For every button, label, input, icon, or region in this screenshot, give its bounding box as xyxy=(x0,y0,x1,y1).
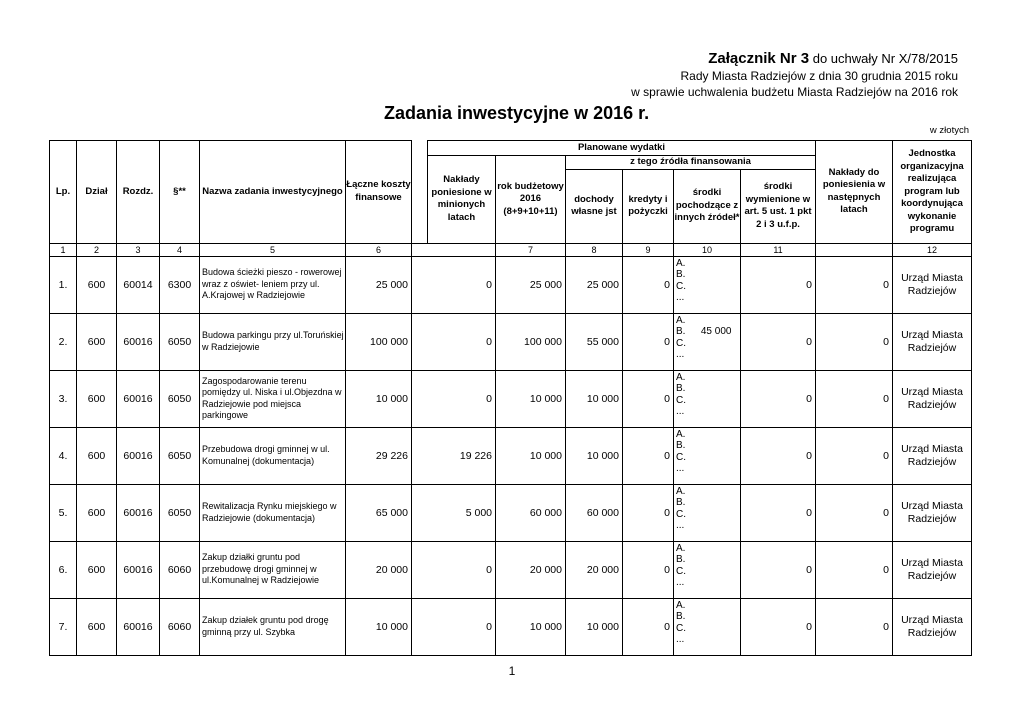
header-org-unit: Jednostka organizacyjna realizująca program lub koordynująca wykonanie programu xyxy=(893,141,972,244)
source-more: ... xyxy=(676,349,685,360)
cell-own-income: 10 000 xyxy=(566,370,623,427)
cell-lp: 7. xyxy=(50,598,77,655)
cell-total-cost: 29 226 xyxy=(346,427,412,484)
cell-paragraph: 6050 xyxy=(160,370,200,427)
cell-loans: 0 xyxy=(623,313,674,370)
source-b-line xyxy=(676,497,740,509)
cell-other-sources xyxy=(674,484,741,541)
header-paragraph: §** xyxy=(160,141,200,244)
cell-budget-year: 100 000 xyxy=(496,313,566,370)
source-b-line xyxy=(676,326,740,338)
cell-future-expenses: 0 xyxy=(816,427,893,484)
cell-paragraph: 6050 xyxy=(160,313,200,370)
source-c: C. xyxy=(676,451,686,463)
cell-future-expenses: 0 xyxy=(816,598,893,655)
header-rozdz: Rozdz. xyxy=(117,141,160,244)
table-row xyxy=(50,484,972,541)
cell-rozdz: 60016 xyxy=(117,598,160,655)
cell-total-cost: 65 000 xyxy=(346,484,412,541)
cell-lp: 4. xyxy=(50,427,77,484)
cell-own-income: 55 000 xyxy=(566,313,623,370)
cell-dzial: 600 xyxy=(77,484,117,541)
cell-past-expenses: 0 xyxy=(412,370,496,427)
col-number xyxy=(412,243,496,256)
header-total-cost: Łączne koszty finansowe xyxy=(346,141,412,244)
cell-budget-year: 10 000 xyxy=(496,598,566,655)
source-c: C. xyxy=(676,622,686,634)
header-loans: kredyty i pożyczki xyxy=(623,169,674,243)
source-more: ... xyxy=(676,520,685,531)
cell-paragraph: 6300 xyxy=(160,256,200,313)
cell-loans: 0 xyxy=(623,370,674,427)
cell-future-expenses: 0 xyxy=(816,484,893,541)
cell-past-expenses: 0 xyxy=(412,256,496,313)
col-number: 11 xyxy=(741,243,816,256)
cell-total-cost: 100 000 xyxy=(346,313,412,370)
source-a: A. xyxy=(676,257,686,269)
source-more: ... xyxy=(676,634,685,645)
source-a: A. xyxy=(676,599,686,611)
council-line: Rady Miasta Radziejów z dnia 30 grudnia 2015 roku xyxy=(680,69,958,83)
cell-loans: 0 xyxy=(623,598,674,655)
source-a: A. xyxy=(676,542,686,554)
cell-rozdz: 60016 xyxy=(117,427,160,484)
source-b-line xyxy=(676,269,740,281)
col-number: 10 xyxy=(674,243,741,256)
header-task-name: Nazwa zadania inwestycyjnego xyxy=(200,141,346,244)
source-more: ... xyxy=(676,406,685,417)
source-b-line xyxy=(676,440,740,452)
cell-dzial: 600 xyxy=(77,541,117,598)
cell-lp: 3. xyxy=(50,370,77,427)
cell-own-income: 60 000 xyxy=(566,484,623,541)
subject-line: w sprawie uchwalenia budżetu Miasta Radziejów na 2016 rok xyxy=(631,85,958,99)
cell-dzial: 600 xyxy=(77,313,117,370)
header-funding-sources: z tego źródła finansowania xyxy=(566,156,816,170)
table-row xyxy=(50,256,972,313)
source-b: B. xyxy=(676,611,686,622)
header-past-expenses: Nakłady poniesione w minionych latach xyxy=(428,156,496,244)
cell-dzial: 600 xyxy=(77,598,117,655)
col-number: 2 xyxy=(77,243,117,256)
header-budget-year: rok budżetowy 2016 (8+9+10+11) xyxy=(496,156,566,244)
cell-rozdz: 60016 xyxy=(117,370,160,427)
cell-task-name: Budowa ścieżki pieszo - rowerowej wraz z oświet- leniem przy ul. A.Krajowej w Radziejowie xyxy=(200,256,346,313)
cell-total-cost: 25 000 xyxy=(346,256,412,313)
cell-paragraph: 6060 xyxy=(160,598,200,655)
source-b: B. xyxy=(676,383,686,394)
cell-art5-funds: 0 xyxy=(741,598,816,655)
cell-future-expenses: 0 xyxy=(816,313,893,370)
cell-past-expenses: 0 xyxy=(412,541,496,598)
source-b-line xyxy=(676,611,740,623)
cell-paragraph: 6050 xyxy=(160,484,200,541)
page-number: 1 xyxy=(508,664,516,678)
source-b-value: 45 000 xyxy=(700,326,732,337)
cell-org-unit: Urząd Miasta Radziejów xyxy=(893,427,972,484)
table-row xyxy=(50,370,972,427)
cell-art5-funds: 0 xyxy=(741,427,816,484)
cell-rozdz: 60014 xyxy=(117,256,160,313)
source-c: C. xyxy=(676,280,686,292)
currency-unit: w złotych xyxy=(929,125,969,136)
col-number: 5 xyxy=(200,243,346,256)
cell-budget-year: 25 000 xyxy=(496,256,566,313)
document-title: Zadania inwestycyjne w 2016 r. xyxy=(384,103,650,123)
cell-rozdz: 60016 xyxy=(117,484,160,541)
attachment-line xyxy=(708,50,958,67)
source-more: ... xyxy=(676,577,685,588)
cell-future-expenses: 0 xyxy=(816,256,893,313)
cell-task-name: Rewitalizacja Rynku miejskiego w Radziejowie (dokumentacja) xyxy=(200,484,346,541)
cell-rozdz: 60016 xyxy=(117,541,160,598)
cell-budget-year: 10 000 xyxy=(496,427,566,484)
source-b: B. xyxy=(676,440,686,451)
cell-loans: 0 xyxy=(623,484,674,541)
header-art5-funds: środki wymienione w art. 5 ust. 1 pkt 2 i 3 u.f.p. xyxy=(741,169,816,243)
cell-art5-funds: 0 xyxy=(741,484,816,541)
cell-paragraph: 6060 xyxy=(160,541,200,598)
cell-art5-funds: 0 xyxy=(741,256,816,313)
source-b-line xyxy=(676,554,740,566)
source-b: B. xyxy=(676,326,686,337)
cell-task-name: Zagospodarowanie terenu pomiędzy ul. Niska i ul.Objezdna w Radziejowie pod miejsca parkingowe xyxy=(200,370,346,427)
col-number: 1 xyxy=(50,243,77,256)
cell-lp: 6. xyxy=(50,541,77,598)
col-number: 6 xyxy=(346,243,412,256)
col-number: 12 xyxy=(893,243,972,256)
source-b: B. xyxy=(676,269,686,280)
cell-other-sources xyxy=(674,313,741,370)
investment-table xyxy=(49,140,972,656)
cell-future-expenses: 0 xyxy=(816,370,893,427)
source-c: C. xyxy=(676,394,686,406)
cell-loans: 0 xyxy=(623,427,674,484)
header-spacer xyxy=(412,141,428,244)
cell-art5-funds: 0 xyxy=(741,541,816,598)
cell-past-expenses: 0 xyxy=(412,313,496,370)
cell-other-sources xyxy=(674,256,741,313)
cell-rozdz: 60016 xyxy=(117,313,160,370)
source-more: ... xyxy=(676,463,685,474)
source-a: A. xyxy=(676,371,686,383)
cell-task-name: Przebudowa drogi gminnej w ul. Komunalnej (dokumentacja) xyxy=(200,427,346,484)
source-a: A. xyxy=(676,485,686,497)
cell-own-income: 10 000 xyxy=(566,598,623,655)
cell-total-cost: 10 000 xyxy=(346,370,412,427)
source-b-line xyxy=(676,383,740,395)
col-number: 9 xyxy=(623,243,674,256)
cell-budget-year: 10 000 xyxy=(496,370,566,427)
cell-other-sources xyxy=(674,541,741,598)
cell-paragraph: 6050 xyxy=(160,427,200,484)
attachment-resolution: do uchwały Nr X/78/2015 xyxy=(809,51,958,66)
cell-task-name: Budowa parkingu przy ul.Toruńskiej w Radziejowie xyxy=(200,313,346,370)
source-c: C. xyxy=(676,508,686,520)
header-dzial: Dział xyxy=(77,141,117,244)
cell-lp: 1. xyxy=(50,256,77,313)
cell-other-sources xyxy=(674,598,741,655)
table-row xyxy=(50,313,972,370)
cell-loans: 0 xyxy=(623,541,674,598)
cell-lp: 2. xyxy=(50,313,77,370)
source-b: B. xyxy=(676,497,686,508)
source-b: B. xyxy=(676,554,686,565)
cell-own-income: 25 000 xyxy=(566,256,623,313)
col-number: 3 xyxy=(117,243,160,256)
source-c: C. xyxy=(676,337,686,349)
cell-other-sources xyxy=(674,370,741,427)
header-planned-expenses: Planowane wydatki xyxy=(428,141,816,156)
cell-org-unit: Urząd Miasta Radziejów xyxy=(893,313,972,370)
source-a: A. xyxy=(676,428,686,440)
cell-art5-funds: 0 xyxy=(741,370,816,427)
cell-org-unit: Urząd Miasta Radziejów xyxy=(893,370,972,427)
header-lp: Lp. xyxy=(50,141,77,244)
cell-org-unit: Urząd Miasta Radziejów xyxy=(893,484,972,541)
cell-task-name: Zakup działek gruntu pod drogę gminną przy ul. Szybka xyxy=(200,598,346,655)
cell-org-unit: Urząd Miasta Radziejów xyxy=(893,541,972,598)
table-row xyxy=(50,427,972,484)
source-c: C. xyxy=(676,565,686,577)
cell-dzial: 600 xyxy=(77,370,117,427)
column-number-row xyxy=(50,243,972,256)
cell-past-expenses: 19 226 xyxy=(412,427,496,484)
cell-own-income: 20 000 xyxy=(566,541,623,598)
cell-dzial: 600 xyxy=(77,256,117,313)
cell-org-unit: Urząd Miasta Radziejów xyxy=(893,598,972,655)
col-number: 4 xyxy=(160,243,200,256)
source-more: ... xyxy=(676,292,685,303)
header-other-sources: środki pochodzące z innych źródeł* xyxy=(674,169,741,243)
cell-other-sources xyxy=(674,427,741,484)
cell-task-name: Zakup działki gruntu pod przebudowę drogi gminnej w ul.Komunalnej w Radziejowie xyxy=(200,541,346,598)
col-number xyxy=(816,243,893,256)
cell-past-expenses: 5 000 xyxy=(412,484,496,541)
source-a: A. xyxy=(676,314,686,326)
table-row xyxy=(50,541,972,598)
cell-past-expenses: 0 xyxy=(412,598,496,655)
cell-budget-year: 20 000 xyxy=(496,541,566,598)
cell-budget-year: 60 000 xyxy=(496,484,566,541)
cell-org-unit: Urząd Miasta Radziejów xyxy=(893,256,972,313)
cell-dzial: 600 xyxy=(77,427,117,484)
cell-loans: 0 xyxy=(623,256,674,313)
table-row xyxy=(50,598,972,655)
cell-own-income: 10 000 xyxy=(566,427,623,484)
cell-total-cost: 20 000 xyxy=(346,541,412,598)
header-future-expenses: Nakłady do poniesienia w następnych latach xyxy=(816,141,893,244)
header-own-income: dochody własne jst xyxy=(566,169,623,243)
cell-future-expenses: 0 xyxy=(816,541,893,598)
attachment-number: Załącznik Nr 3 xyxy=(708,50,810,67)
col-number: 7 xyxy=(496,243,566,256)
col-number: 8 xyxy=(566,243,623,256)
cell-total-cost: 10 000 xyxy=(346,598,412,655)
cell-art5-funds: 0 xyxy=(741,313,816,370)
cell-lp: 5. xyxy=(50,484,77,541)
